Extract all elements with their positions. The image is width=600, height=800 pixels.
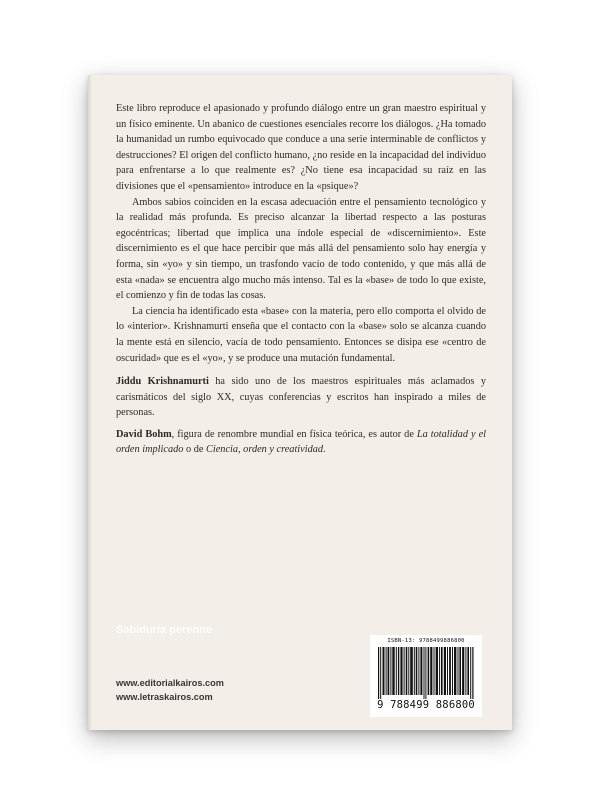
author-name-bohm: David Bohm: [116, 428, 172, 440]
barcode-icon: [378, 647, 474, 699]
author-name-krishnamurti: Jiddu Krishnamurti: [116, 376, 209, 388]
bohm-book-title-2: Ciencia, orden y creatividad: [206, 444, 324, 456]
author-bio-bohm: [116, 427, 486, 458]
publisher-link-letras[interactable]: www.letraskairos.com: [116, 692, 213, 702]
publisher-link-editorial[interactable]: www.editorialkairos.com: [116, 678, 224, 688]
author-bio-krishnamurti-text: ha sido uno de los maestros espirituales más aclamados y carismáticos del siglo XX, cuyas conferencias y escritos han inspirado a miles de personas.: [116, 376, 486, 419]
ean-digits: 9 788499 886800: [377, 699, 475, 711]
author-bio-krishnamurti: [116, 374, 486, 421]
synopsis-paragraph-1: Este libro reproduce el apasionado y profundo diálogo entre un gran maestro espiritual y un físico eminente. Un abanico de cuestiones esenciales recorre los diálogos. ¿Ha tomado la humanidad un rumbo equivocado que conduce a una serie interminable de conflictos y destrucciones? El origen del conflicto humano, ¿no reside en la incapacidad del individuo para enfrentarse a lo que realmente es? ¿No tiene esa incapacidad su raíz en las divisiones que el «pensamiento» introduce en la «psique»?: [116, 103, 486, 192]
back-cover-text: [116, 101, 486, 458]
barcode-box: [370, 635, 482, 717]
synopsis-paragraph-3: La ciencia ha identificado esta «base» con la materia, pero ello comporta el olvido de lo «interior». Krishnamurti enseña que el contacto con la «base» solo se alcanza cuando la mente está en silencio, vacía de todo pensamiento. Entonces se disipa ese «centro de oscuridad» que es el «yo», y se produce una mutación fundamental.: [116, 305, 486, 364]
author-bio-bohm-text-3: .: [323, 444, 326, 456]
author-bio-bohm-text-1: , figura de renombre mundial en física teórica, es autor de: [171, 428, 417, 440]
isbn-label: ISBN-13: 9788499886800: [387, 638, 465, 644]
publisher-links: [116, 676, 224, 704]
synopsis-paragraph-2: Ambos sabios coinciden en la escasa adecuación entre el pensamiento tecnológico y la realidad más profunda. Es preciso alcanzar la libertad respecto a las posturas egocéntricas; libertad que implica una índole especial de «discernimiento». Este discernimiento es el que hace percibir que más allá del pensamiento solo hay energía y forma, sin «yo» y sin tiempo, un trasfondo vacío de todo contenido, y que más allá de esta «nada» se encuentra algo mucho más intenso. Tal es la «base» de todo lo que existe, el comienzo y fin de todas las cosas.: [116, 196, 486, 302]
book-back-cover: [88, 75, 512, 730]
bohm-book-title-1: La totalidad y el orden implicado: [116, 428, 486, 456]
author-bio-bohm-text-2: o de: [183, 444, 206, 456]
series-name: Sabiduría perenne: [116, 624, 212, 636]
